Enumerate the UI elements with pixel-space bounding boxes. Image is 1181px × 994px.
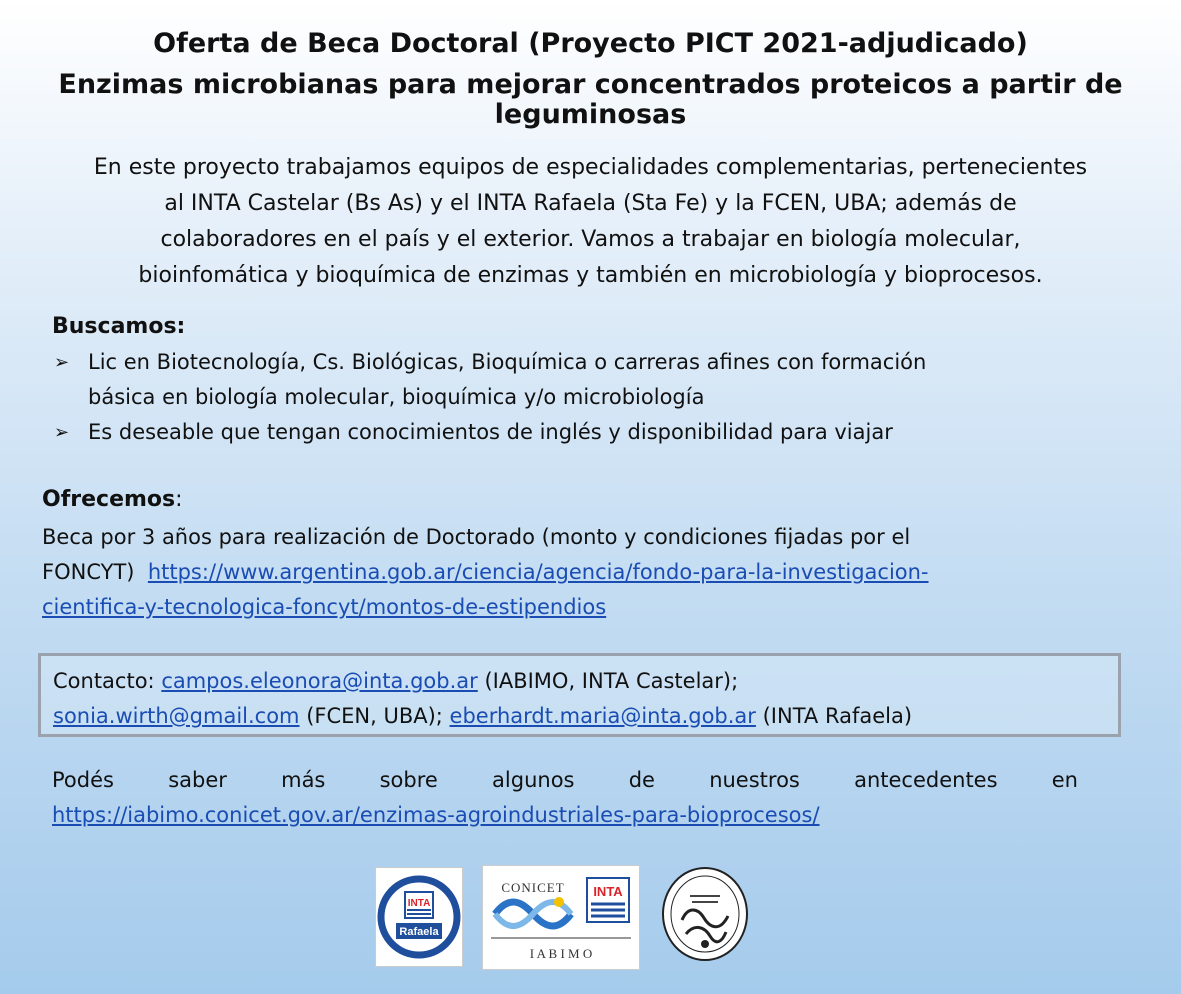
intro-line: al INTA Castelar (Bs As) y el INTA Rafaela (Sta Fe) y la FCEN, UBA; además de (164, 191, 1017, 216)
ofrecemos-heading (42, 487, 183, 512)
contact-line-2 (53, 699, 1106, 734)
buscamos-list (52, 345, 1102, 450)
word: algunos (492, 768, 575, 792)
intro-paragraph (40, 150, 1141, 294)
iabimo-text: I A B I M O (529, 946, 593, 961)
arrow-bullet-icon: ➢ (54, 352, 70, 373)
title-line-1: Oferta de Beca Doctoral (Proyecto PICT 2021-adjudicado) (153, 28, 1028, 59)
inta-rafaela-logo (375, 867, 463, 967)
intro-line: bioinfomática y bioquímica de enzimas y también en microbiología y bioprocesos. (138, 263, 1043, 288)
intro-line: colaboradores en el país y el exterior. Vamos a trabajar en biología molecular, (160, 227, 1021, 252)
more-info-text (52, 763, 1078, 798)
ofrecemos-line-3 (42, 590, 1092, 625)
conicet-text: CONICET (501, 880, 565, 895)
list-item-text: Lic en Biotecnología, Cs. Biológicas, Bioquímica o carreras afines con formación (88, 350, 927, 374)
list-item (52, 415, 1102, 450)
title-line-2: Enzimas microbianas para mejorar concentrados proteicos a partir de (58, 69, 1123, 100)
list-item-text: básica en biología molecular, bioquímica y/o microbiología (88, 385, 705, 409)
foncyt-link[interactable]: https://www.argentina.gob.ar/ciencia/agencia/fondo-para-la-investigacion- (147, 560, 929, 584)
ofrecemos-paragraph (42, 520, 1092, 625)
word: antecedentes (854, 768, 998, 792)
conicet-iabimo-logo (482, 865, 640, 970)
foncyt-text: FONCYT) (42, 560, 135, 584)
contact-line-1 (53, 664, 1106, 699)
contact-label: Contacto: (53, 669, 162, 693)
inta-text: INTA (593, 884, 623, 899)
iabimo-link[interactable]: https://iabimo.conicet.gov.ar/enzimas-agroindustriales-para-bioprocesos/ (52, 803, 820, 827)
word: Podés (52, 768, 114, 792)
contact-affiliation: (FCEN, UBA); (299, 704, 450, 728)
ofrecemos-line-2 (42, 555, 1092, 590)
word: saber (168, 768, 227, 792)
rafaela-text: Rafaela (399, 926, 439, 938)
word: sobre (379, 768, 438, 792)
more-info-paragraph (52, 763, 1078, 833)
contact-affiliation: (IABIMO, INTA Castelar); (477, 669, 739, 693)
email-link-wirth[interactable]: sonia.wirth@gmail.com (53, 704, 300, 728)
foncyt-link-continued[interactable]: cientifica-y-tecnologica-foncyt/montos-de-estipendios (42, 595, 607, 619)
list-item-text: Es deseable que tengan conocimientos de inglés y disponibilidad para viajar (88, 420, 893, 444)
word: en (1051, 768, 1078, 792)
intro-line: En este proyecto trabajamos equipos de especialidades complementarias, pertenecientes (93, 155, 1088, 180)
ofrecemos-text: Beca por 3 años para realización de Doctorado (monto y condiciones fijadas por el (42, 525, 911, 549)
ofrecemos-heading-text: Ofrecemos (42, 487, 176, 512)
contact-box (38, 653, 1121, 737)
list-item (52, 345, 1102, 415)
buscamos-heading: Buscamos: (52, 314, 186, 339)
email-link-eberhardt[interactable]: eberhardt.maria@inta.gob.ar (449, 704, 756, 728)
inta-text: INTA (407, 898, 431, 909)
title-line-3: leguminosas (494, 99, 687, 130)
word: de (628, 768, 655, 792)
word: más (281, 768, 326, 792)
ofrecemos-colon: : (175, 487, 183, 512)
word: nuestros (709, 768, 800, 792)
inta-rafaela-logo-graphic (376, 868, 462, 966)
email-link-campos[interactable]: campos.eleonora@inta.gob.ar (161, 669, 478, 693)
fcen-uba-seal (660, 862, 750, 970)
contact-affiliation: (INTA Rafaela) (755, 704, 913, 728)
fcen-uba-seal-graphic (660, 862, 750, 970)
logos-row (0, 862, 1181, 972)
conicet-iabimo-logo-graphic (483, 866, 639, 969)
arrow-bullet-icon: ➢ (54, 422, 70, 443)
